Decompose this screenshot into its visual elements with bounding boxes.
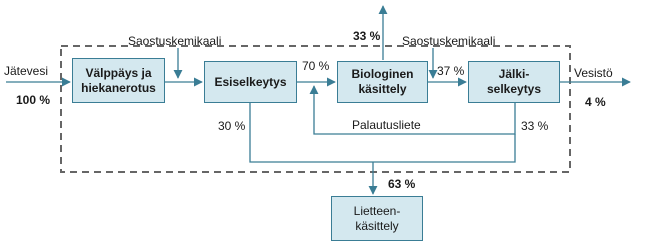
inlet-percentage: 100 %: [16, 93, 51, 107]
flow-to-biological-label: 70 %: [302, 59, 330, 73]
return-sludge-label: Palautusliete: [352, 118, 421, 132]
secondary-sludge-line: [373, 134, 515, 162]
biological-treatment-unit: Biologinen käsittely: [337, 61, 428, 103]
screening-unit: Välppäys ja hiekanerotus: [72, 58, 165, 103]
sludge-treatment-unit: Lietteen-käsittely: [331, 196, 423, 241]
secondary-sludge-label: 33 %: [521, 119, 549, 133]
outlet-percentage: 4 %: [585, 95, 606, 109]
sludge-flow-label: 63 %: [388, 177, 416, 191]
flow-up-label: 33 %: [353, 29, 381, 43]
outlet-label: Vesistö: [574, 66, 613, 80]
chemical-2-label: Saostuskemikaali: [402, 34, 496, 48]
flow-to-secondary-label: 37 %: [437, 64, 465, 78]
primary-sludge-line: [250, 103, 373, 162]
primary-sludge-label: 30 %: [218, 119, 246, 133]
inlet-label: Jätevesi: [4, 64, 49, 78]
primary-clarifier-unit: Esiselkeytys: [204, 61, 297, 103]
secondary-clarifier-unit: Jälki-selkeytys: [468, 61, 560, 103]
chemical-1-label: Saostuskemikaali: [128, 34, 222, 48]
